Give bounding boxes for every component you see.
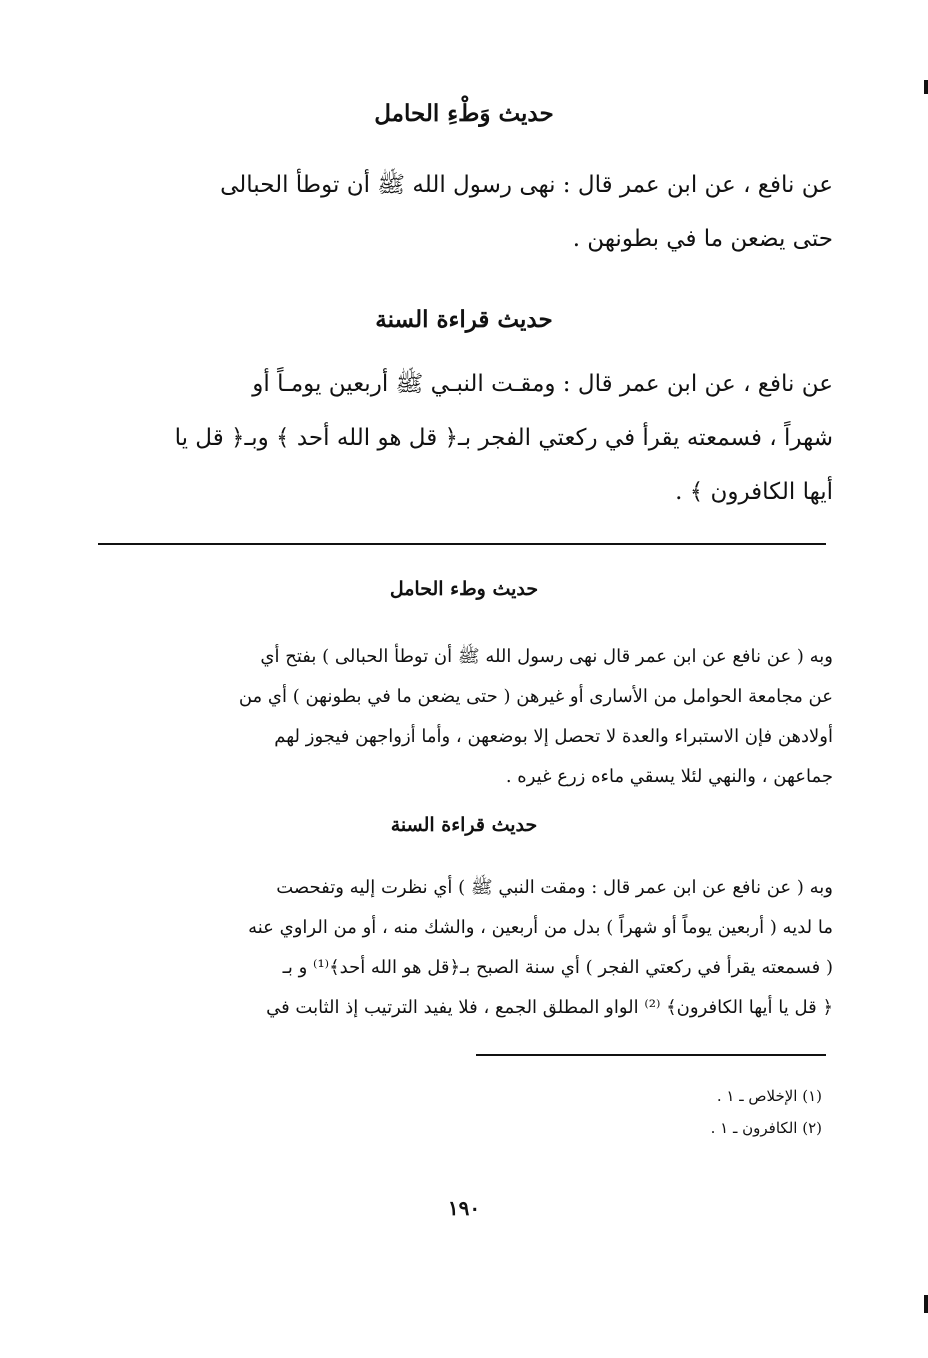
text-line: ما لديه ( أربعين يوماً أو شهراً ) بدل من أربعين ، والشك منه ، أو من الراوي عنه (248, 917, 833, 938)
text-line: عن نافع ، عن ابن عمر قال : نهى رسول الله ﷺ أن توطأ الحبالى (220, 172, 833, 198)
text-line: عن مجامعة الحوامل من الأسارى أو غيرهن ( حتى يضعن ما في بطونهن ) أي من (238, 686, 833, 707)
section-title-sunnah: حديث قراءة السنة (375, 306, 553, 333)
footnote-2: (٢) الكافرون ـ ١ . (710, 1119, 822, 1137)
text-line: أيها الكافرون ﴾ . (675, 479, 833, 505)
scan-edge-mark-top (924, 80, 928, 94)
text-line: حتى يضعن ما في بطونهن . (572, 226, 833, 252)
scan-edge-mark-bottom (924, 1295, 928, 1313)
text-line: شهراً ، فسمعته يقرأ في ركعتي الفجر بـ﴿ قل هو الله أحد ﴾ وبـ﴿ قل يا (174, 425, 833, 451)
text-line: ﴿ قل يا أيها الكافرون﴾ ⁽²⁾ الواو المطلق الجمع ، فلا يفيد الترتيب إذ الثابت في (266, 997, 833, 1018)
text-line: جماعهن ، والنهي لئلا يسقي ماءه زرع غيره . (505, 766, 833, 787)
text-line: وبه ( عن نافع عن ابن عمر قال : ومقت النبي ﷺ ) أي نظرت إليه وتفحصت (276, 877, 833, 898)
footnote-1: (١) الإخلاص ـ ١ . (716, 1087, 822, 1105)
section-divider (98, 543, 826, 545)
text-line: أولادهن فإن الاستبراء والعدة لا تحصل إلا بوضعهن ، وأما أزواجهن فيجوز لهم (274, 726, 833, 747)
section-body-sunnah (98, 357, 833, 519)
commentary-body-pregnant (98, 637, 833, 797)
text-line: وبه ( عن نافع عن ابن عمر قال نهى رسول الله ﷺ أن توطأ الحبالى ) بفتح أي (260, 646, 833, 667)
footnote-divider (476, 1054, 826, 1056)
commentary-title-pregnant: حديث وطء الحامل (389, 578, 539, 600)
text-line: عن نافع ، عن ابن عمر قال : ومقـت النبـي ﷺ أربعين يومـاً أو (252, 371, 833, 397)
commentary-title-sunnah: حديث قراءة السنة (390, 814, 538, 836)
section-title-pregnant: حديث وَطْءِ الحامل (374, 100, 554, 127)
section-body-pregnant (98, 158, 833, 266)
commentary-body-sunnah (98, 868, 833, 1028)
page-number: ١٩٠ (447, 1196, 481, 1220)
text-line: ( فسمعته يقرأ في ركعتي الفجر ) أي سنة الصبح بـ﴿قل هو الله أحد﴾⁽¹⁾ و بـ (282, 957, 833, 978)
